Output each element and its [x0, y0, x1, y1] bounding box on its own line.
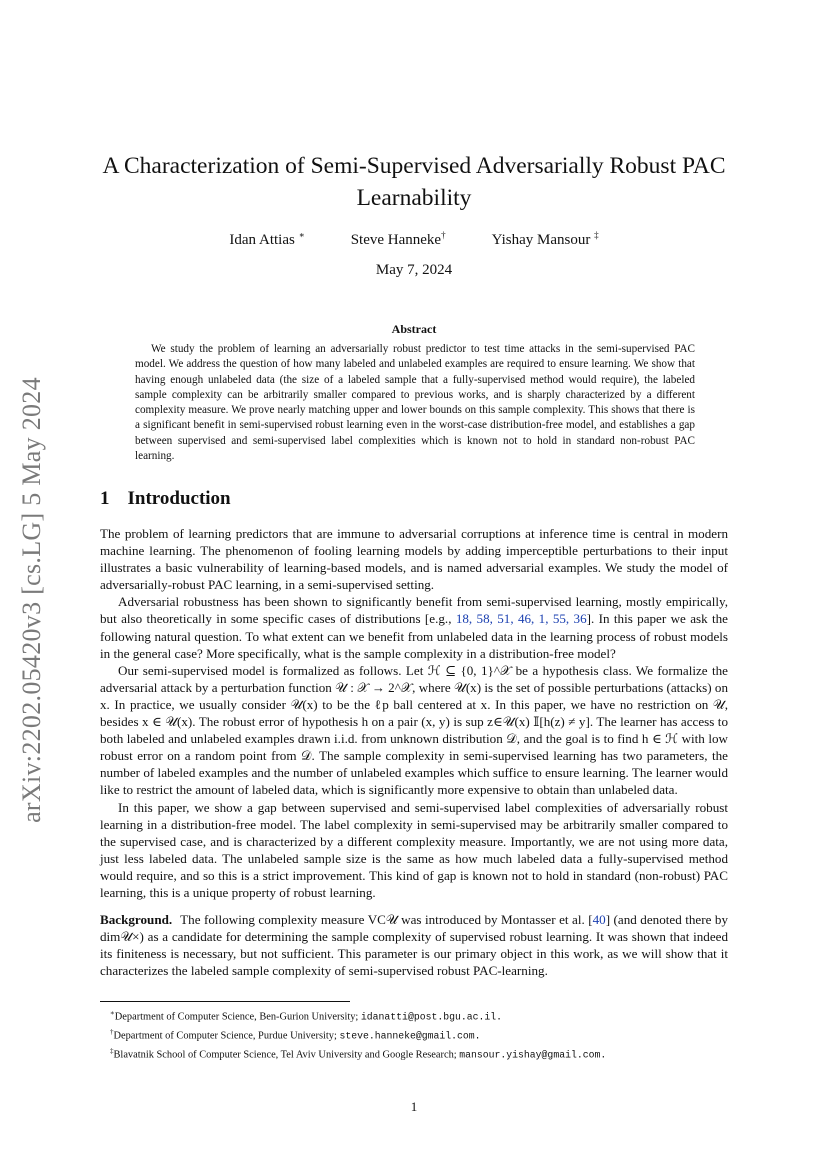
paragraph-background: Background. The following complexity measure VC𝒰 was introduced by Montasser et al. [40] (and denoted there by dim𝒰×) as a candidate for determining the sample complexity of supervised robust learning. It was shown that indeed its finiteness is necessary, but not sufficient. This parameter is our primary object in this work, as we will show that it characterizes the labeled sample complexity of semi-supervised robust PAC-learning.: [100, 912, 728, 979]
paper-date: May 7, 2024: [375, 262, 453, 278]
footnote-rule: [100, 1001, 350, 1002]
arxiv-stamp: [14, 365, 50, 835]
email: mansour.yishay@gmail.com.: [459, 1049, 607, 1060]
author-list: [0, 230, 828, 249]
email: steve.hanneke@gmail.com.: [339, 1030, 481, 1042]
author: Steve Hanneke†: [350, 230, 446, 248]
abstract-heading: Abstract: [391, 322, 437, 336]
paper-title: A Characterization of Semi-Supervised Adversarially Robust PAC Learnability: [102, 153, 726, 211]
author: Idan Attias ∗: [229, 230, 305, 248]
body-text: [100, 525, 728, 979]
footnotes: [110, 1006, 730, 1062]
page-number: 1: [410, 1099, 418, 1114]
paragraph: Our semi-supervised model is formalized as follows. Let ℋ ⊆ {0, 1}^𝒳 be a hypothesis class. We formalize the adversarial attack by a perturbation function 𝒰 : 𝒳 → 2^𝒳, where 𝒰(x) is the set of possible perturbations (attacks) on x. In practice, we usually consider 𝒰(x) to be the ℓp ball centered at x. In this paper, we have no restriction on 𝒰, besides x ∈ 𝒰(x). The robust error of hypothesis h on a pair (x, y) is sup z∈𝒰(x) 𝕀[h(z) ≠ y]. The learner has access to both labeled and unlabeled examples drawn i.i.d. from unknown distribution 𝒟, and the goal is to find h ∈ ℋ with low robust error on a random point from 𝒟. The sample complexity in semi-supervised learning has two parameters, the number of labeled examples and the number of unlabeled examples which suffice to ensure learning. The learner would like to restrict the amount of labeled data, which is significantly more expensive to obtain than unlabeled data.: [100, 662, 728, 798]
paragraph: The problem of learning predictors that are immune to adversarial corruptions at inference time is central in modern machine learning. The phenomenon of fooling learning models by adding imperceptible perturbations to their input illustrates a basic vulnerability of learning-based models, and is named adversarial examples. We study the model of adversarially-robust PAC learning, in a semi-supervised setting.: [100, 526, 728, 593]
paragraph: In this paper, we show a gap between supervised and semi-supervised label complexities of adversarially robust learning in a distribution-free model. The label complexity in semi-supervised may be arbitrarily smaller compared to the supervised case, and is characterized by a different complexity measure. Importantly, we are not using more data, just less labeled data. The unlabeled sample size is the same as how much labeled data a fully-supervised method would require, and so this is a strict improvement. This kind of gap is known not to hold in standard (non-robust) PAC learning, this is a unique property of robust learning.: [100, 799, 728, 900]
arxiv-id-text: arXiv:2202.05420v3 [cs.LG] 5 May 2024: [17, 377, 46, 823]
footnote: ‡Blavatnik School of Computer Science, Tel Aviv University and Google Research; mansour.yishay@gmail.com.: [110, 1046, 607, 1060]
footnote: †Department of Computer Science, Purdue University; steve.hanneke@gmail.com.: [110, 1027, 481, 1042]
paragraph: Adversarial robustness has been shown to significantly benefit from semi-supervised learning, mostly empirically, but also theoretically in some specific cases of distributions [e.g., 18, 58, 51, 46, 1, 55, 36]. In this paper we ask the following natural question. To what extent can we benefit from unlabeled data in the learning process of robust models in the general case? More specifically, what is the sample complexity in a distribution-free model?: [100, 594, 728, 661]
citation-link[interactable]: 40: [592, 912, 606, 928]
email: idanatti@post.bgu.ac.il.: [360, 1011, 503, 1023]
author: Yishay Mansour ‡: [491, 230, 599, 248]
paragraph-heading: Background.: [100, 912, 173, 928]
section-heading: 1 Introduction: [100, 488, 231, 509]
abstract-text: We study the problem of learning an adversarially robust predictor to test time attacks in the semi-supervised PAC model. We address the question of how many labeled and unlabeled examples are required to ensure learning. We show that having enough unlabeled data (the size of a labeled sample that a fully-supervised method would require), the labeled sample complexity can be arbitrarily smaller compared to previous works, and is sharply characterized by a different complexity measure. We prove nearly matching upper and lower bounds on this sample complexity. This shows that there is a significant benefit in semi-supervised robust learning even in the worst-case distribution-free model, and establishes a gap between supervised and semi-supervised label complexities which is known not to hold in standard non-robust PAC learning.: [135, 343, 695, 463]
citation-link[interactable]: 18, 58, 51, 46, 1, 55, 36: [455, 611, 587, 627]
footnote: ∗Department of Computer Science, Ben-Gurion University; idanatti@post.bgu.ac.il.: [110, 1009, 503, 1023]
